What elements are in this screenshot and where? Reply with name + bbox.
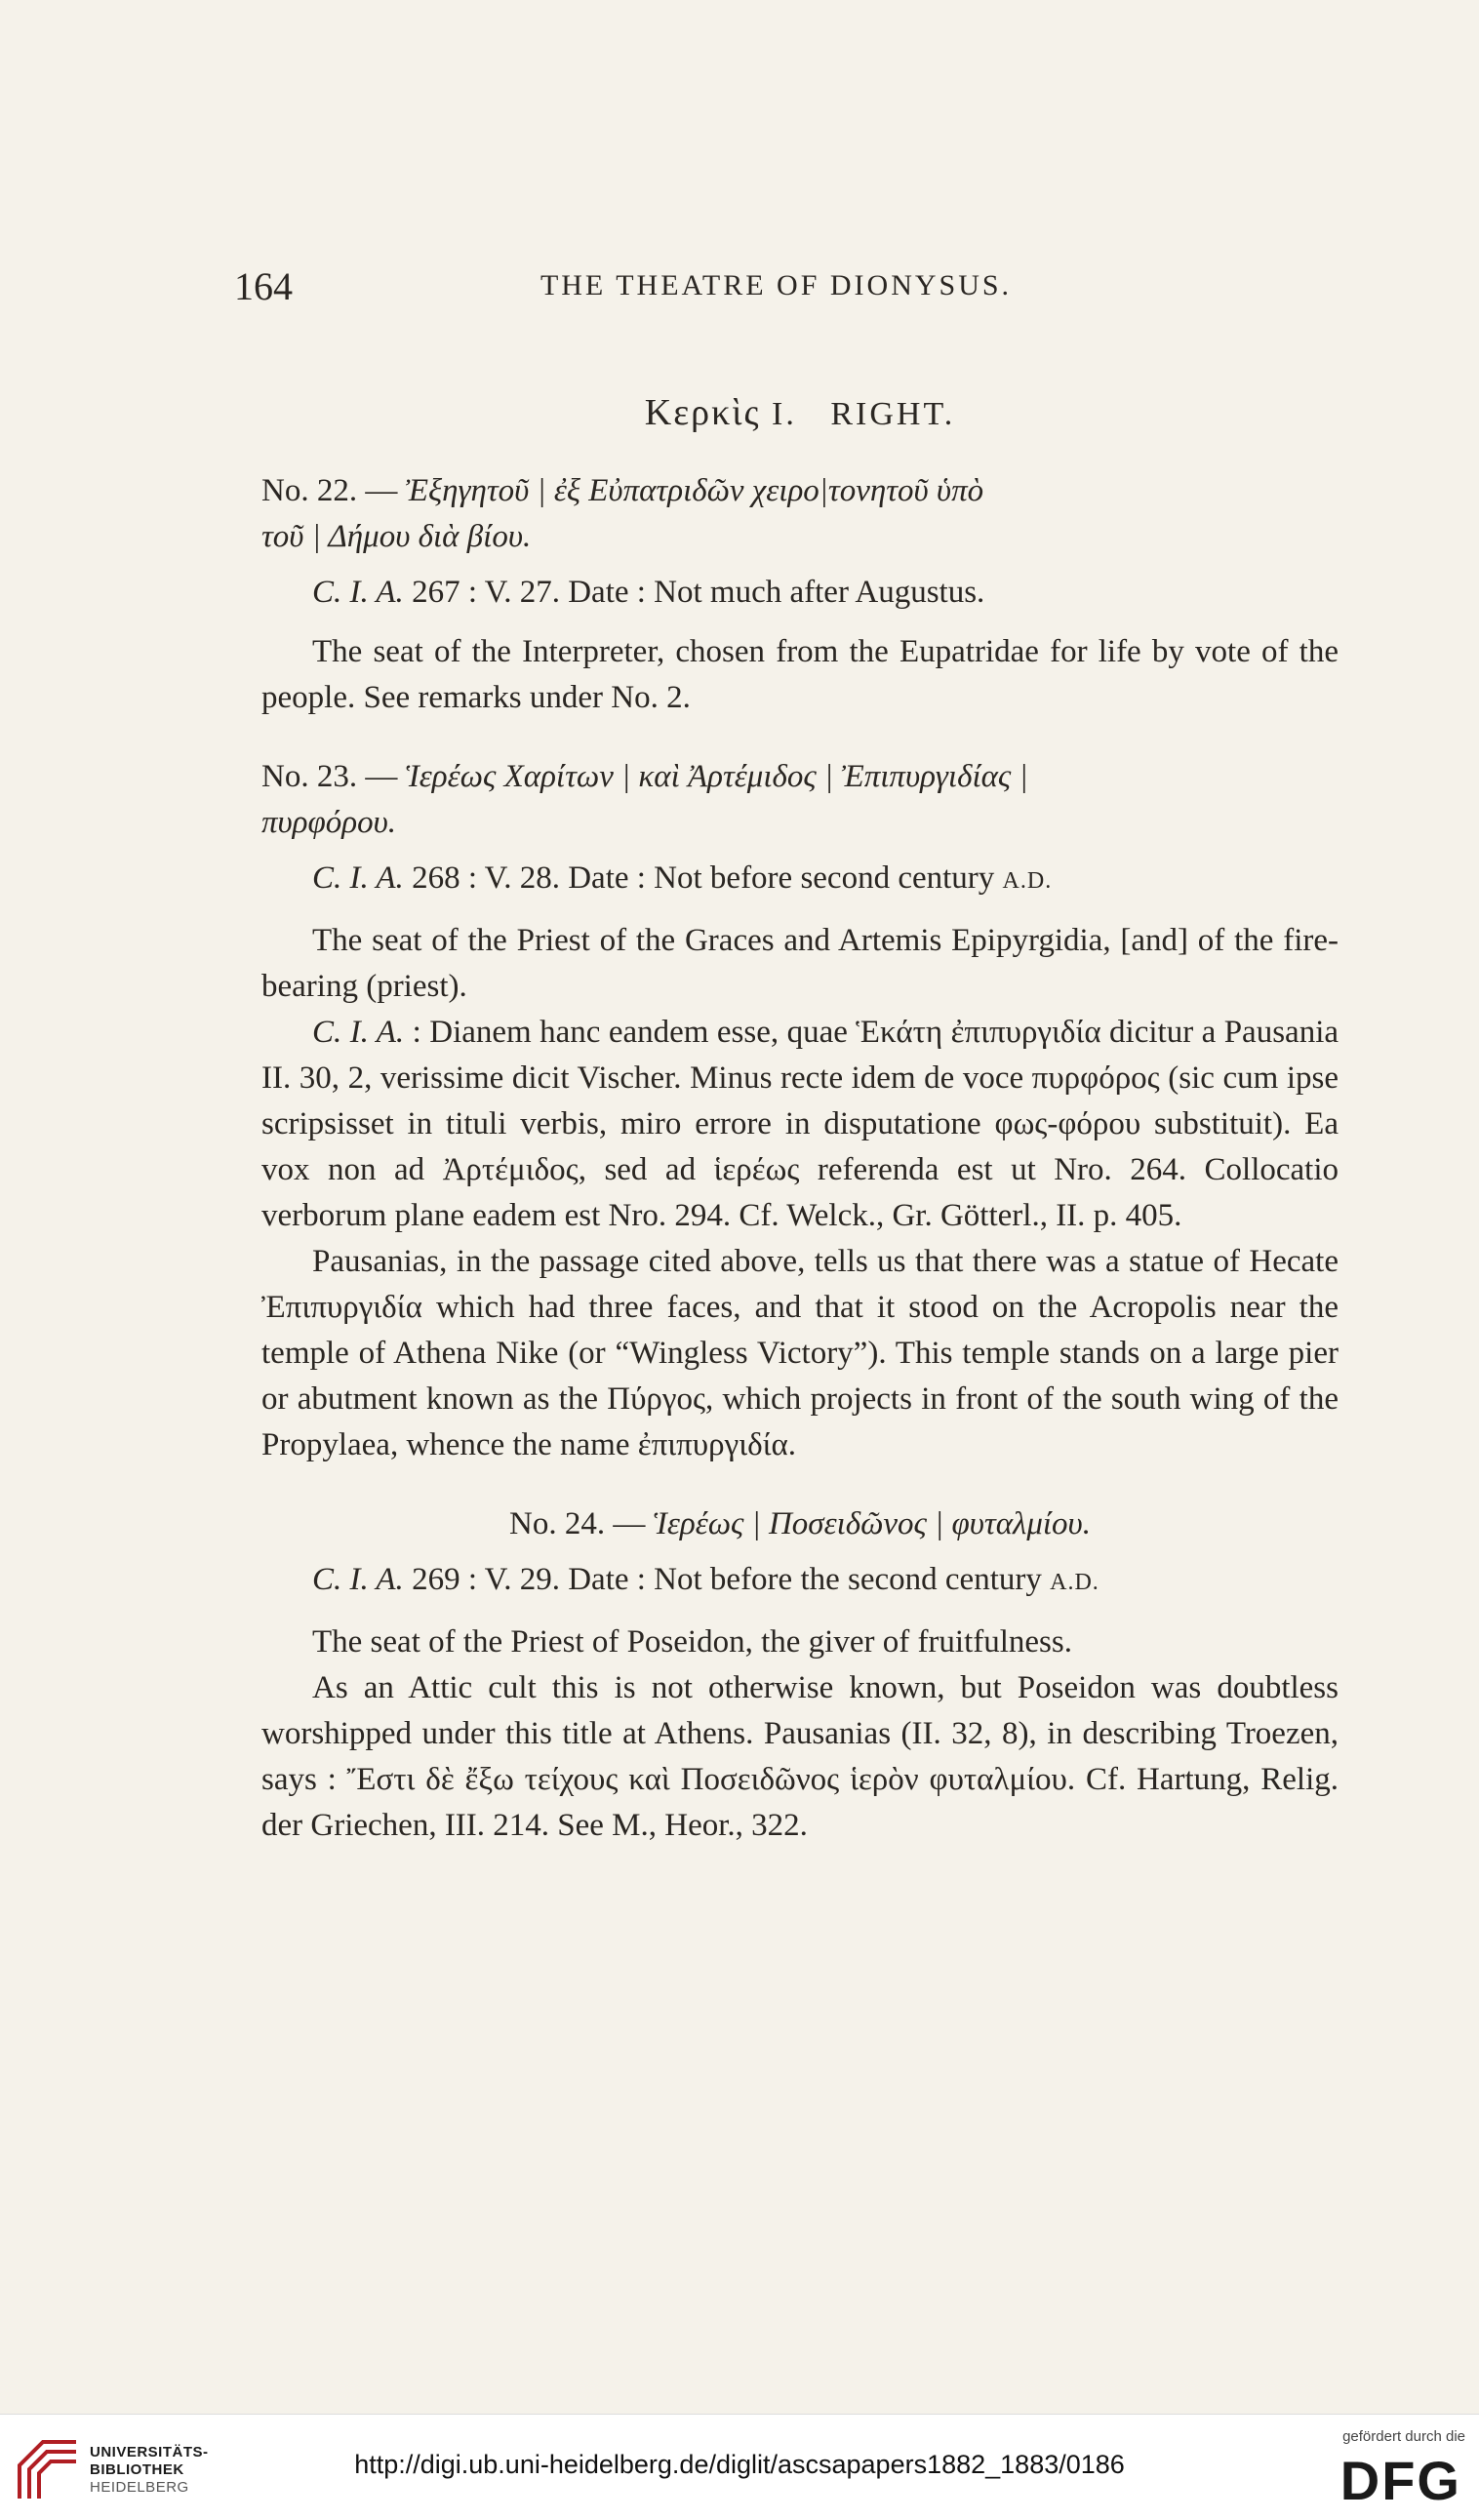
inscription-text-continued: πυρφόρου. <box>261 805 397 840</box>
cia-detail: 268 : V. 28. Date : Not before second century <box>412 860 995 896</box>
commentary-paragraph: The seat of the Interpreter, chosen from the Eupatridae for life by vote of the people. See remarks under No. 2. <box>261 634 1339 715</box>
page-number: 164 <box>234 264 293 308</box>
entry-label: No. 24. — <box>509 1506 646 1541</box>
entry-23 <box>261 754 1339 1468</box>
latin-separator: : <box>404 1015 430 1050</box>
entry-24 <box>261 1501 1339 1849</box>
cia-detail: 267 : V. 27. Date : Not much after Augustus. <box>412 575 985 610</box>
cia-abbrev: C. I. A. <box>312 1015 405 1050</box>
cia-reference <box>261 570 1339 616</box>
section-heading <box>261 390 1339 437</box>
era-abbrev: A.D. <box>1002 868 1053 894</box>
entry-label: No. 22. — <box>261 473 398 508</box>
cia-reference <box>261 856 1339 904</box>
commentary-paragraph: Pausanias, in the passage cited above, tells us that there was a statue of Hecate Ἐπιπυργιδία which had three faces, and that it stood on the Acropolis near the temple of Athena Nike (or “Wingless Victory”). This temple stands on a large pier or abutment known as the Πύργος, which projects in front of the south wing of the Propylaea, whence the name ἐπιπυργιδία. <box>261 1244 1339 1462</box>
section-number: I. <box>772 396 797 432</box>
page-body <box>261 390 1339 1849</box>
cia-detail: 269 : V. 29. Date : Not before the second century <box>412 1562 1042 1597</box>
inscription-text-continued: τοῦ | Δήμου διὰ βίου. <box>261 519 532 554</box>
inscription-text: Ἐξηγητοῦ | ἐξ Εὐπατριδῶν χειρο|τονητοῦ ὑπὸ <box>405 473 984 508</box>
latin-commentary-text: Dianem hanc eandem esse, quae Ἑκάτη ἐπιπυργιδία dicitur a Pausania II. 30, 2, verissime dicit Vischer. Minus recte idem de voce πυρφόρος (sic cum ipse scripsisset in tituli verbis, miro errore in disputatione φως-φόρου substituit). Ea vox non ad Ἀρτέμιδος, sed ad ἱερέως referenda est ut Nro. 264. Collocatio verborum plane eadem est Nro. 294. Cf. Welck., Gr. Götterl., II. p. 405. <box>261 1015 1339 1233</box>
entry-header <box>261 754 1339 846</box>
funding-caption: gefördert durch die <box>1342 2428 1465 2445</box>
running-title: THE THEATRE OF DIONYSUS. <box>540 269 1013 301</box>
dfg-logo: DFG <box>1339 2450 1461 2511</box>
latin-commentary <box>261 1010 1339 1239</box>
inscription-text: Ἱερέως Χαρίτων | καὶ Ἀρτέμιδος | Ἐπιπυργιδίας | <box>405 759 1028 794</box>
era-abbrev: A.D. <box>1050 1570 1099 1595</box>
cia-reference <box>261 1557 1339 1606</box>
commentary-paragraph: The seat of the Priest of the Graces and Artemis Epipyrgidia, [and] of the fire-bearing (priest). <box>261 923 1339 1004</box>
cia-abbrev: C. I. A. <box>312 575 404 610</box>
entry-22 <box>261 468 1339 721</box>
university-library-name: UNIVERSITÄTS- BIBLIOTHEK HEIDELBERG <box>90 2444 209 2496</box>
source-url-link[interactable]: http://digi.ub.uni-heidelberg.de/diglit/ascsapapers1882_1883/0186 <box>354 2450 1125 2479</box>
section-side: RIGHT. <box>830 396 956 432</box>
entry-header <box>261 468 1339 560</box>
page-header <box>234 263 1318 308</box>
entry-label: No. 23. — <box>261 759 398 794</box>
commentary-paragraph: As an Attic cult this is not otherwise known, but Poseidon was doubtless worshipped under this title at Athens. Pausanias (II. 32, 8), in describing Troezen, says : Ἔστι δὲ ἔξω τείχους καὶ Ποσειδῶνος ἱερὸν φυταλμίου. Cf. Hartung, Relig. der Griechen, III. 214. See M., Heor., 322. <box>261 1670 1339 1843</box>
digitization-footer <box>0 2414 1479 2520</box>
cia-abbrev: C. I. A. <box>312 1562 404 1597</box>
commentary-paragraph: The seat of the Priest of Poseidon, the giver of fruitfulness. <box>312 1624 1072 1660</box>
inscription-text: Ἱερέως | Ποσειδῶνος | φυταλμίου. <box>653 1506 1091 1541</box>
entry-header <box>261 1501 1339 1547</box>
section-kerkis: Κερκὶς <box>644 392 761 433</box>
cia-abbrev: C. I. A. <box>312 860 404 896</box>
